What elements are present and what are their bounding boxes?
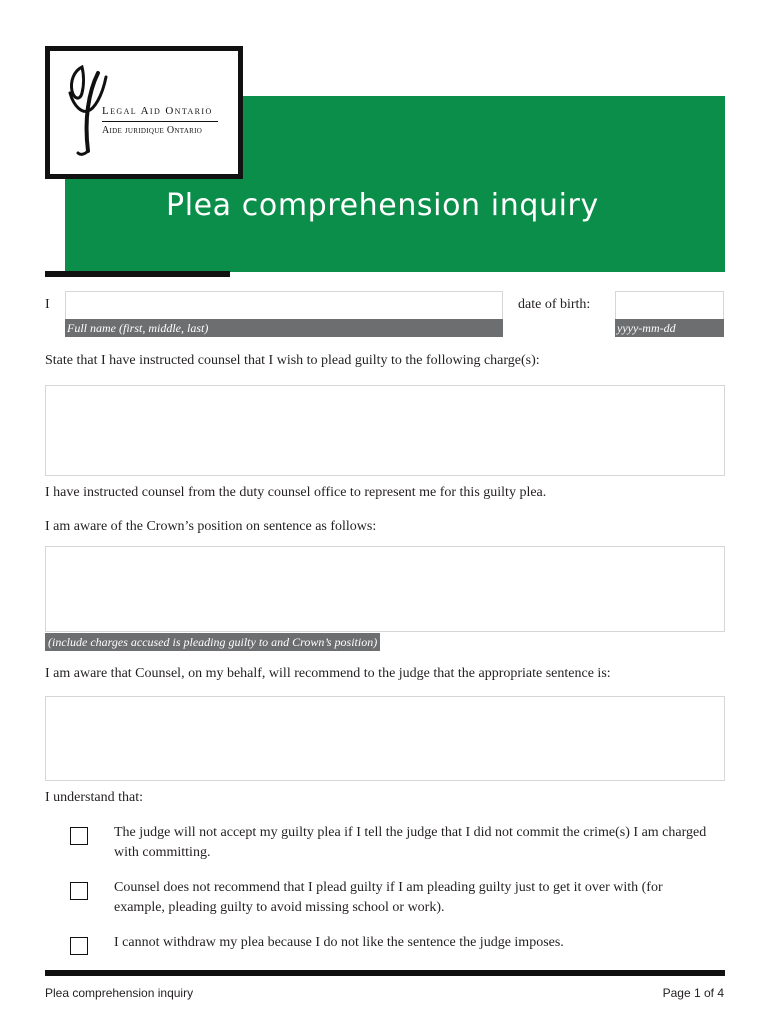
crown-position-textarea[interactable] [45,546,725,632]
crown-position-caption: (include charges accused is pleading guilty to and Crown’s position) [45,633,380,651]
checkbox-withdraw-plea[interactable] [70,937,88,955]
full-name-field[interactable] [65,291,503,320]
page-title: Plea comprehension inquiry [166,188,599,223]
org-name-french: Aide juridique Ontario [102,125,203,136]
understand-label: I understand that: [45,790,143,805]
counsel-recommendation-textarea[interactable] [45,696,725,781]
duty-counsel-statement: I have instructed counsel from the duty counsel office to represent me for this guilty plea. [45,485,547,500]
charges-textarea[interactable] [45,385,725,476]
checkbox-counsel-recommendation[interactable] [70,882,88,900]
label-i: I [45,297,50,312]
checkbox-judge-acceptance[interactable] [70,827,88,845]
dob-field[interactable] [615,291,724,320]
counsel-recommendation-label: I am aware that Counsel, on my behalf, will recommend to the judge that the appropriate sentence is: [45,666,611,681]
full-name-caption: Full name (first, middle, last) [65,319,503,337]
footer-page-number: Page 1 of 4 [662,986,724,1000]
footer-rule [45,970,725,976]
item-withdraw-plea: I cannot withdraw my plea because I do not like the sentence the judge imposes. [114,935,564,950]
charges-label: State that I have instructed counsel that I wish to plead guilty to the following charge(s): [45,353,540,368]
title-underline [45,271,230,277]
legal-aid-ontario-logo [45,46,243,179]
org-name-english: Legal Aid Ontario [102,105,213,117]
crown-position-label: I am aware of the Crown’s position on sentence as follows: [45,519,377,534]
dob-caption: yyyy-mm-dd [615,319,724,337]
logo-divider [102,121,218,122]
item-counsel-recommendation: Counsel does not recommend that I plead guilty if I am pleading guilty just to get it over with (for example, pleading guilty to avoid missing school or work). [114,880,663,915]
footer-doc-name: Plea comprehension inquiry [45,986,194,1000]
dob-label: date of birth: [518,297,591,312]
item-judge-acceptance: The judge will not accept my guilty plea if I tell the judge that I did not commit the crime(s) I am charged with committing. [114,825,707,860]
